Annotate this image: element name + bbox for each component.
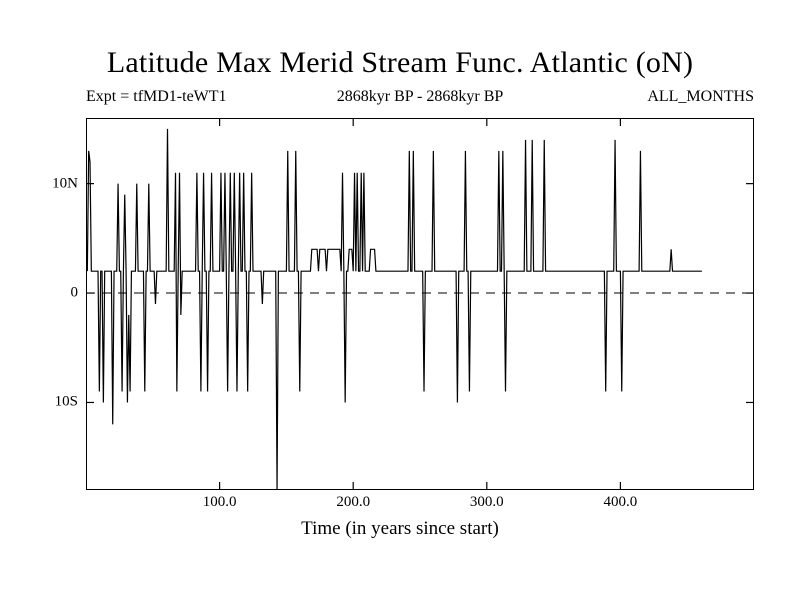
x-tick-label: 400.0: [603, 494, 638, 510]
y-tick-label: 10S: [54, 393, 78, 410]
months-label: ALL_MONTHS: [647, 88, 754, 105]
page-title: Latitude Max Merid Stream Func. Atlantic (oN): [106, 46, 694, 79]
x-tick-label: 100.0: [202, 494, 237, 510]
x-tick-label: 200.0: [336, 494, 371, 510]
x-axis-label: Time (in years since start): [301, 518, 499, 539]
time-range-label: 2868kyr BP - 2868kyr BP: [336, 88, 504, 105]
y-tick-label: 0: [70, 284, 78, 301]
plot-area: [86, 118, 754, 490]
experiment-label: Expt = tfMD1-teWT1: [86, 88, 227, 105]
x-tick-label: 300.0: [469, 494, 504, 510]
subtitle-row: [86, 88, 754, 108]
series-line: [86, 118, 754, 490]
y-tick-label: 10N: [52, 175, 78, 192]
